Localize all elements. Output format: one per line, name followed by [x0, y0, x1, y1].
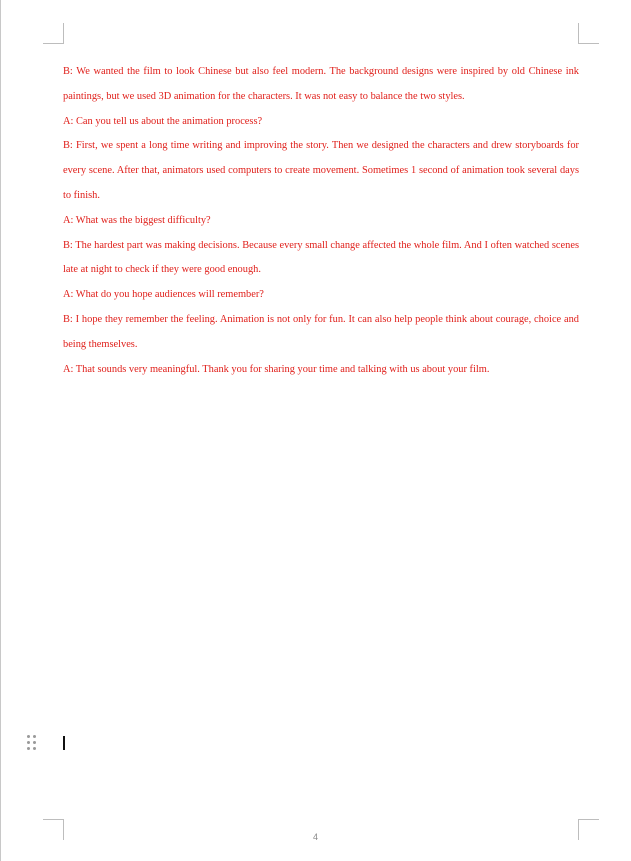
paragraph-speaker-b[interactable]: B: First, we spent a long time writing and improving the story. Then we designed the characters and drew storyboards for every scene. After that, animators used computers to create movement. Sometimes 1 second of animation took several days to finish. [63, 140, 579, 201]
drag-handle-icon[interactable] [27, 735, 37, 751]
paragraph-speaker-a[interactable]: A: Can you tell us about the animation process? [63, 115, 263, 127]
text-cursor [63, 736, 65, 750]
paragraph-speaker-b[interactable]: B: I hope they remember the feeling. Animation is not only for fun. It can also help people think about courage, choice and being themselves. [63, 313, 579, 350]
margin-corner-top-left [43, 23, 64, 44]
margin-corner-top-right [578, 23, 599, 44]
paragraph-speaker-a[interactable]: A: What was the biggest difficulty? [63, 214, 211, 226]
paragraph-speaker-a[interactable]: A: What do you hope audiences will remember? [63, 289, 264, 301]
paragraph-speaker-b[interactable]: B: We wanted the film to look Chinese but also feel modern. The background designs were inspired by old Chinese ink paintings, but we used 3D animation for the characters. It was not easy to balance the two styles. [63, 66, 579, 102]
paragraph-speaker-b[interactable]: B: The hardest part was making decisions. Because every small change affected the whole film. And I often watched scenes late at night to check if they were good enough. [63, 239, 579, 276]
page-left-edge [0, 0, 1, 861]
paragraph-speaker-a[interactable]: A: That sounds very meaningful. Thank you for sharing your time and talking with us about your film. [63, 363, 490, 375]
document-body[interactable] [63, 60, 579, 382]
page-number: 4 [312, 832, 318, 842]
